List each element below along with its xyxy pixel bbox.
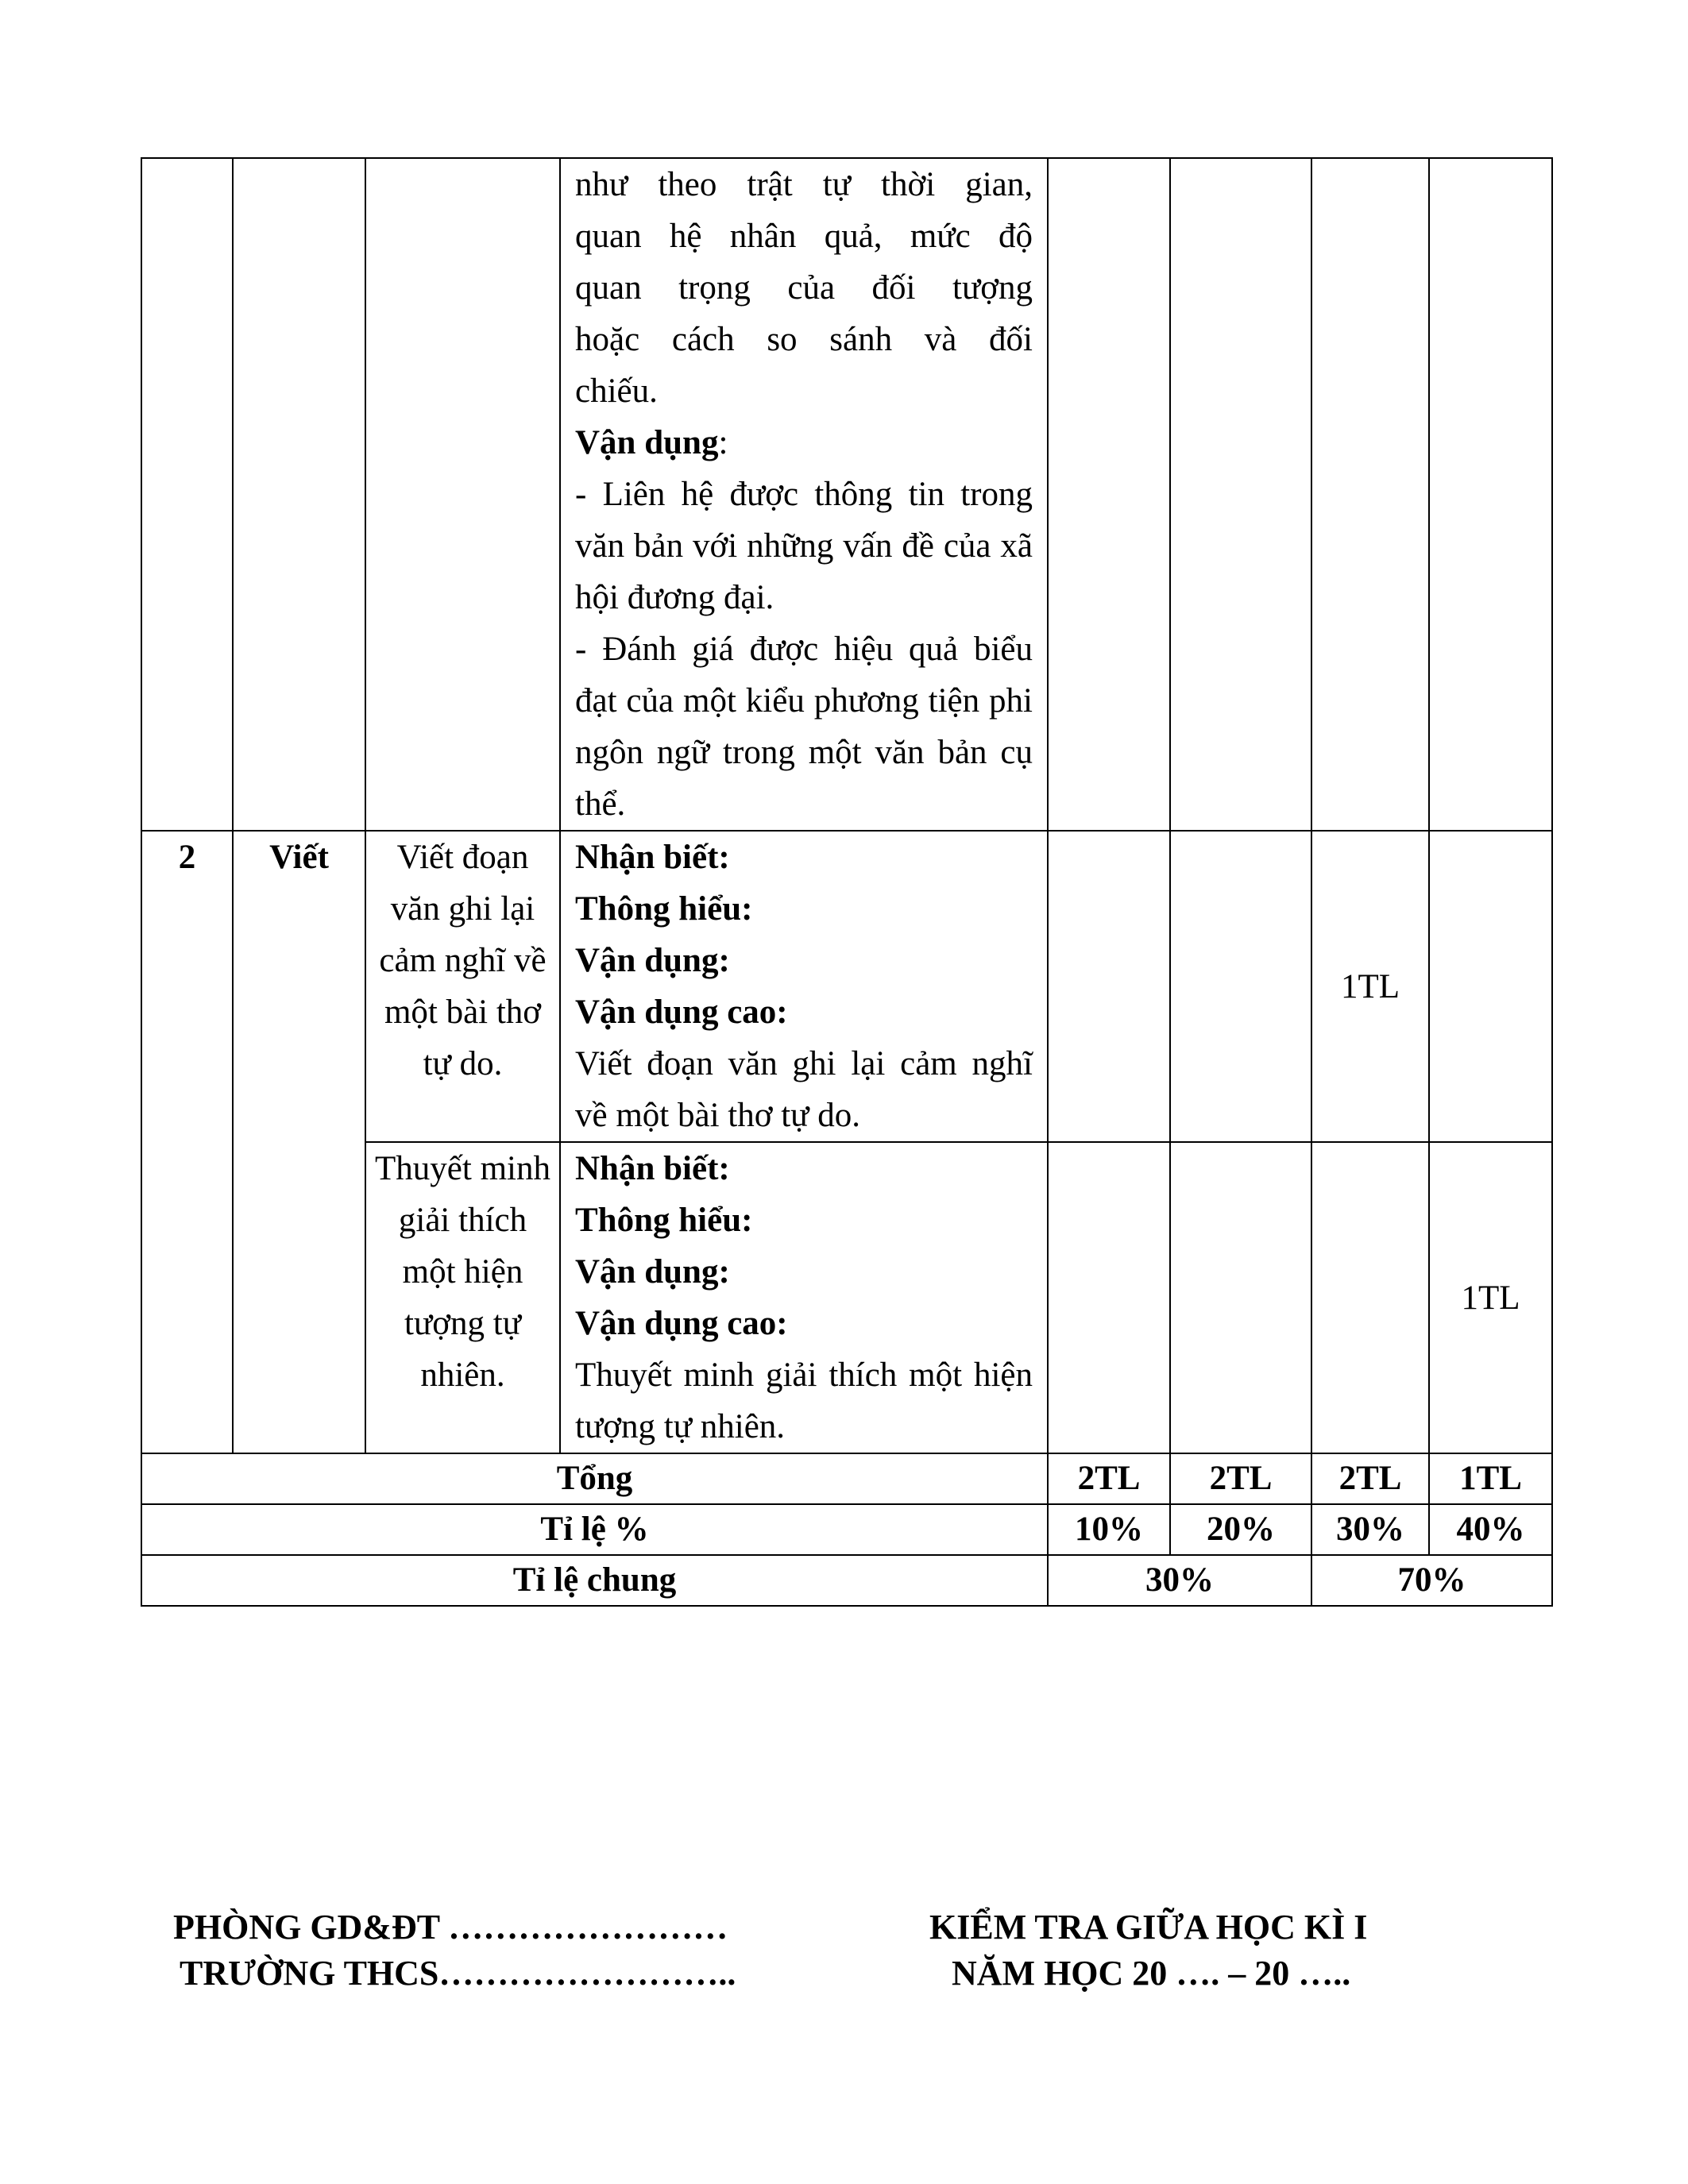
nhan-biet-label: Nhận biết: <box>575 839 730 876</box>
section-skill: Viết <box>233 831 365 1453</box>
cell-skill <box>233 158 365 831</box>
section-number: 2 <box>141 831 233 1453</box>
cell-level <box>1429 831 1552 1142</box>
table-row-overall-ratio <box>141 1555 1552 1606</box>
school-line: TRƯỜNG THCS…………………….. <box>180 1954 736 1993</box>
unit-desc: Viết đoạn văn ghi lại cảm nghĩ về một bài thơ tự do. <box>575 1045 1033 1134</box>
ratio-value: 40% <box>1429 1504 1552 1555</box>
cell-description <box>560 831 1048 1142</box>
exam-title: KIỂM TRA GIỮA HỌC KÌ I <box>929 1908 1368 1947</box>
van-dung-cao-label: Vận dụng cao: <box>575 994 788 1031</box>
desc-bullet: - Liên hệ được thông tin trong văn bản với những vấn đề của xã hội đương đại. <box>575 476 1033 616</box>
desc-bullet: - Đánh giá được hiệu quả biểu đạt của một kiểu phương tiện phi ngôn ngữ trong một văn bản cụ thể. <box>575 631 1033 823</box>
cell-description <box>560 1142 1048 1453</box>
table-row-ratio <box>141 1504 1552 1555</box>
cell-level <box>1170 1142 1311 1453</box>
ratio-value: 10% <box>1048 1504 1170 1555</box>
cell-description <box>560 158 1048 831</box>
school-info <box>173 1904 809 1997</box>
ratio-label: Tỉ lệ % <box>141 1504 1048 1555</box>
cell-level-count: 1TL <box>1311 831 1429 1142</box>
nhan-biet-label: Nhận biết: <box>575 1150 730 1187</box>
total-value: 2TL <box>1048 1453 1170 1504</box>
overall-ratio-value: 30% <box>1048 1555 1311 1606</box>
total-value: 2TL <box>1311 1453 1429 1504</box>
cell-level <box>1170 831 1311 1142</box>
exam-info <box>929 1904 1565 1997</box>
unit-content: Thuyết minh giải thích một hiện tượng tự nhiên. <box>365 1142 560 1453</box>
cell-number <box>141 158 233 831</box>
spec-matrix-table <box>141 157 1553 1607</box>
desc-line: hoặc cách so sánh và đối <box>575 321 1033 358</box>
desc-vandung-heading: Vận dụng: <box>575 424 728 461</box>
ratio-value: 20% <box>1170 1504 1311 1555</box>
cell-level <box>1429 158 1552 831</box>
desc-line: quan hệ nhân quả, mức độ <box>575 218 1033 255</box>
unit-desc: Thuyết minh giải thích một hiện tượng tự nhiên. <box>575 1356 1033 1445</box>
total-value: 1TL <box>1429 1453 1552 1504</box>
school-year: NĂM HỌC 20 …. – 20 ….. <box>952 1954 1351 1993</box>
cell-level <box>1048 158 1170 831</box>
thong-hieu-label: Thông hiểu: <box>575 1202 753 1239</box>
cell-level <box>1311 1142 1429 1453</box>
van-dung-cao-label: Vận dụng cao: <box>575 1305 788 1342</box>
desc-line: quan trọng của đối tượng <box>575 269 1033 307</box>
vandung-label: Vận dụng <box>575 424 719 461</box>
van-dung-label: Vận dụng: <box>575 942 730 979</box>
cell-level <box>1048 1142 1170 1453</box>
overall-ratio-value: 70% <box>1311 1555 1552 1606</box>
department-line: PHÒNG GD&ĐT …………………… <box>173 1908 728 1947</box>
cell-level <box>1170 158 1311 831</box>
total-label: Tổng <box>141 1453 1048 1504</box>
cell-content <box>365 158 560 831</box>
total-value: 2TL <box>1170 1453 1311 1504</box>
cell-level <box>1048 831 1170 1142</box>
ratio-value: 30% <box>1311 1504 1429 1555</box>
table-row <box>141 158 1552 831</box>
cell-level <box>1311 158 1429 831</box>
table-row-total <box>141 1453 1552 1504</box>
unit-content: Viết đoạn văn ghi lại cảm nghĩ về một bài thơ tự do. <box>365 831 560 1142</box>
van-dung-label: Vận dụng: <box>575 1253 730 1291</box>
table-row <box>141 831 1552 1142</box>
desc-line: chiếu. <box>575 372 658 410</box>
cell-level-count: 1TL <box>1429 1142 1552 1453</box>
overall-ratio-label: Tỉ lệ chung <box>141 1555 1048 1606</box>
thong-hieu-label: Thông hiểu: <box>575 890 753 928</box>
desc-line: như theo trật tự thời gian, <box>575 166 1033 203</box>
